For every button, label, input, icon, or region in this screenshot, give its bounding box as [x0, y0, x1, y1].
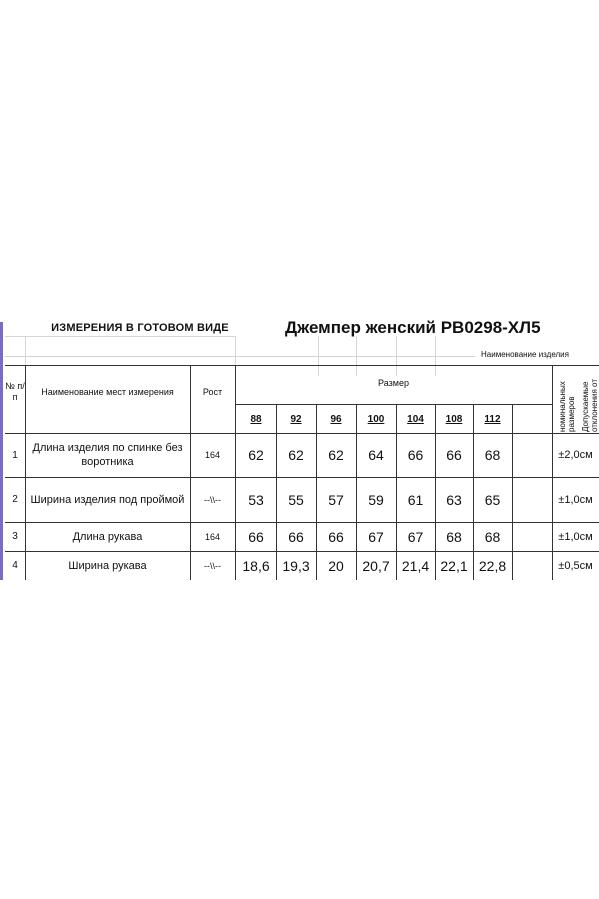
- row-tolerance: ±2,0см: [558, 449, 593, 461]
- cell-value: 19,3: [282, 557, 310, 574]
- size-header: 112: [484, 413, 501, 425]
- size-header: 92: [290, 413, 302, 425]
- row-name: Длина рукава: [72, 530, 143, 543]
- col-header-height: Рост: [202, 387, 223, 397]
- cell-value: 67: [368, 528, 384, 545]
- product-caption: Наименование изделия: [481, 349, 569, 359]
- row-height: --\\--: [204, 494, 221, 505]
- cell-value: 62: [248, 447, 264, 463]
- size-header: 96: [330, 413, 342, 425]
- row-name: Ширина изделия под проймой: [30, 493, 185, 506]
- col-header-deviation: Допускаемые отклонения от: [581, 379, 599, 432]
- product-title: Джемпер женский РВ0298-ХЛ5: [285, 318, 541, 337]
- cell-value: 53: [248, 491, 264, 508]
- grid-line: [5, 356, 475, 357]
- cell-value: 18,6: [242, 557, 270, 574]
- cell-value: 22,1: [440, 557, 468, 574]
- cell-value: 66: [288, 528, 304, 545]
- size-header-border: [235, 404, 552, 405]
- cell-value: 67: [407, 528, 424, 545]
- row-height: 164: [204, 450, 221, 460]
- cell-value: 65: [484, 491, 501, 508]
- col-header-deviation-nominal: номинальных размеров: [558, 381, 576, 432]
- row-num: 3: [12, 531, 18, 542]
- row-height: 164: [204, 531, 221, 542]
- cell-value: 55: [288, 491, 304, 508]
- cell-value: 62: [288, 447, 304, 463]
- size-header: 104: [407, 413, 424, 425]
- row-name: Ширина рукава: [68, 559, 147, 572]
- cell-value: 62: [328, 447, 344, 463]
- row-height: --\\--: [204, 560, 221, 571]
- cell-value: 20,7: [362, 557, 390, 574]
- size-header: 88: [250, 413, 262, 425]
- cell-value: 22,8: [478, 557, 507, 574]
- cell-value: 61: [407, 491, 424, 508]
- cell-value: 66: [446, 447, 462, 463]
- row-name: Длина изделия по спинке без воротника: [32, 442, 183, 468]
- row-tolerance: ±1,0см: [558, 530, 593, 543]
- table-top-border: [5, 365, 599, 366]
- size-header: 108: [445, 413, 463, 425]
- measurement-sheet: [0, 312, 599, 580]
- row-num: 2: [12, 494, 18, 505]
- cell-value: 66: [248, 528, 264, 545]
- cell-value: 68: [484, 528, 501, 545]
- row-num: 1: [12, 449, 18, 461]
- cell-value: 66: [407, 447, 424, 463]
- row-tolerance: ±0,5см: [558, 559, 593, 572]
- cell-value: 21,4: [401, 557, 430, 574]
- left-edge-bar: [0, 322, 3, 580]
- col-header-num: № п/п: [5, 381, 25, 402]
- cell-value: 64: [368, 447, 384, 463]
- row-tolerance: ±1,0см: [558, 493, 593, 506]
- cell-value: 66: [328, 528, 344, 545]
- cell-value: 68: [484, 447, 501, 463]
- col-header-place: Наименование мест измерения: [41, 387, 174, 397]
- cell-value: 68: [446, 528, 462, 545]
- cell-value: 20: [328, 557, 344, 574]
- cell-value: 63: [446, 491, 462, 508]
- cell-value: 59: [368, 491, 384, 508]
- col-border: [512, 404, 513, 580]
- row-num: 4: [12, 560, 18, 571]
- col-header-size-group: Размер: [378, 378, 409, 388]
- section-title: ИЗМЕРЕНИЯ В ГОТОВОМ ВИДЕ: [51, 322, 229, 334]
- cell-value: 57: [328, 491, 344, 508]
- size-header: 100: [367, 413, 385, 425]
